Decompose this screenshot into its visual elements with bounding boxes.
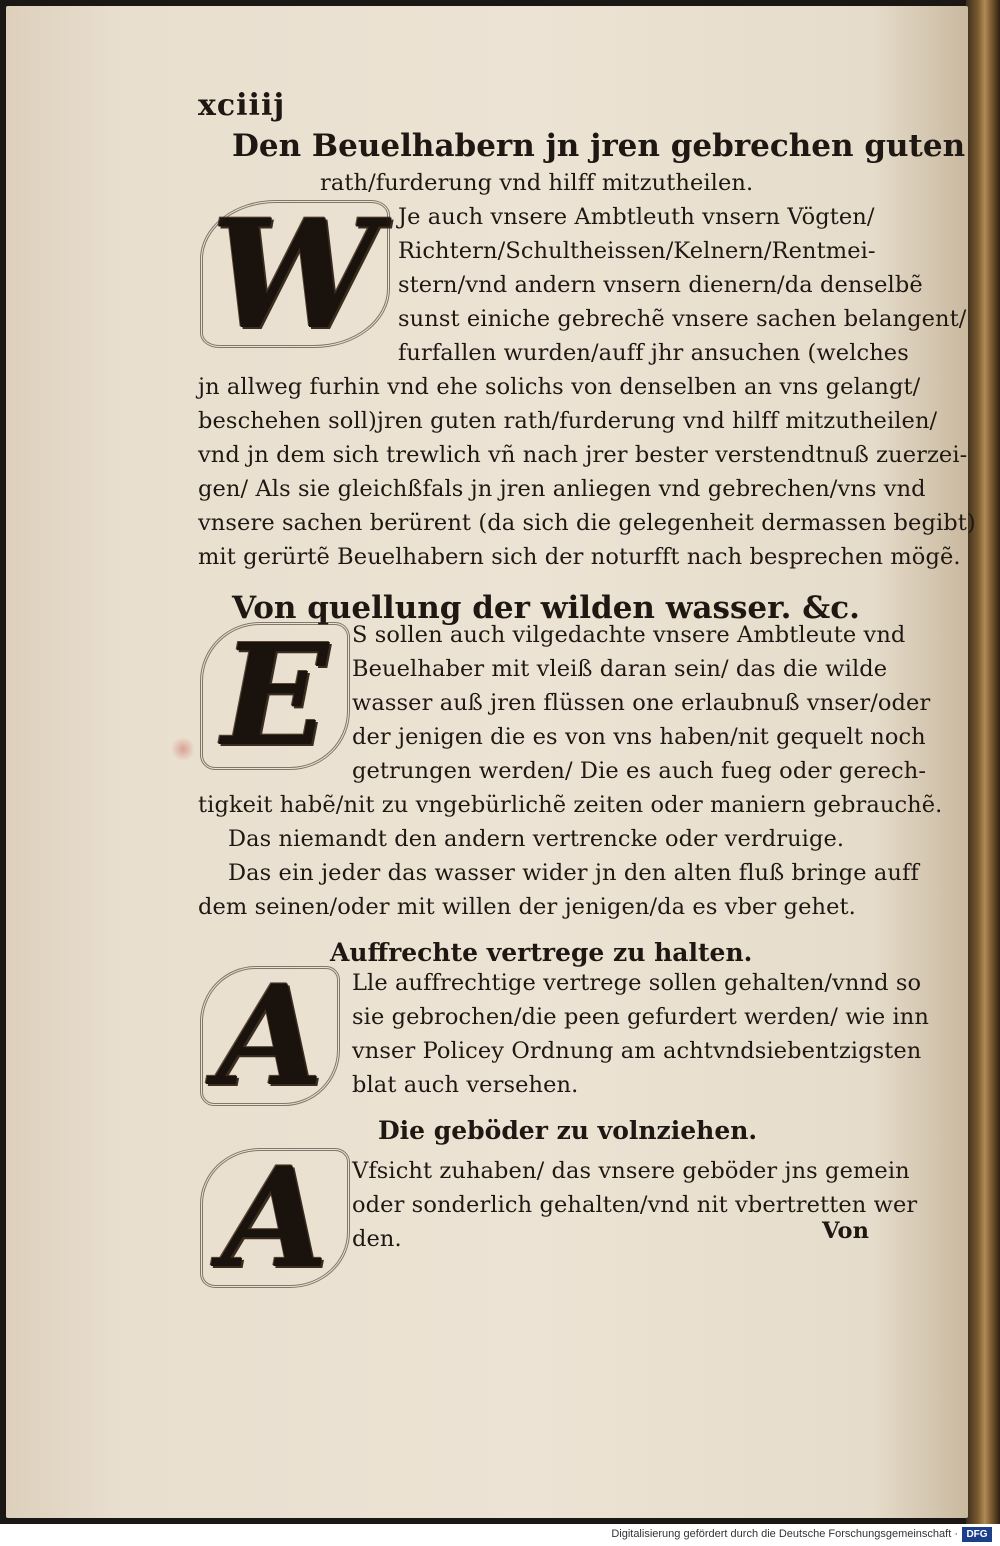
text-line: jn allweg furhin vnd ehe solichs von denselben an vns gelangt/ bbox=[198, 374, 921, 400]
text-line: tigkeit habẽ/nit zu vngebürlichẽ zeiten oder maniern gebrauchẽ. bbox=[198, 792, 943, 818]
text-line: Vfsicht zuhaben/ das vnsere geböder jns gemein bbox=[352, 1158, 910, 1184]
decorated-initial bbox=[200, 1136, 350, 1299]
text-line: Richtern/Schultheissen/Kelnern/Rentmei- bbox=[398, 238, 876, 264]
text-line: der jenigen die es von vns haben/nit gequelt noch bbox=[352, 724, 926, 750]
initial-letter: W bbox=[210, 187, 380, 363]
decorated-initial bbox=[200, 614, 350, 778]
dfg-logo: DFG bbox=[962, 1527, 992, 1542]
section-heading: Auffrechte vertrege zu halten. bbox=[330, 938, 753, 967]
initial-letter: A bbox=[221, 1136, 329, 1299]
text-line: Das ein jeder das wasser wider jn den alten fluß bringe auff bbox=[228, 860, 919, 886]
text-line: Je auch vnsere Ambtleuth vnsern Vögten/ bbox=[398, 204, 875, 230]
text-line: vnd jn dem sich trewlich vñ nach jrer bester verstendtnuß zuerzei- bbox=[198, 442, 968, 468]
initial-letter: E bbox=[221, 614, 329, 778]
initial-flourish bbox=[200, 200, 390, 348]
section-heading: Die geböder zu volnziehen. bbox=[378, 1116, 758, 1145]
text-line: wasser auß jren flüssen one erlaubnuß vnser/oder bbox=[352, 690, 931, 716]
text-line: Lle auffrechtige vertrege sollen gehalten/vnnd so bbox=[352, 970, 922, 996]
text-line: sie gebrochen/die peen gefurdert werden/ wie inn bbox=[352, 1004, 929, 1030]
text-line: S sollen auch vilgedachte vnsere Ambtleute vnd bbox=[352, 622, 906, 648]
footer-credit: Digitalisierung gefördert durch die Deutsche Forschungsgemeinschaft · bbox=[611, 1528, 958, 1540]
text-line: furfallen wurden/auff jhr ansuchen (welches bbox=[398, 340, 909, 366]
text-line: gen/ Als sie gleichßfals jn jren anliegen vnd gebrechen/vns vnd bbox=[198, 476, 926, 502]
text-line: getrungen werden/ Die es auch fueg oder gerech- bbox=[352, 758, 927, 784]
text-line: oder sonderlich gehalten/vnd nit vbertretten wer bbox=[352, 1192, 918, 1218]
text-line: beschehen soll)jren guten rath/furderung vnd hilff mitzutheilen/ bbox=[198, 408, 938, 434]
initial-flourish bbox=[200, 966, 340, 1106]
initial-flourish bbox=[200, 1148, 350, 1288]
text-line: Beuelhaber mit vleiß daran sein/ das die wilde bbox=[352, 656, 888, 682]
text-line: den. bbox=[352, 1226, 402, 1252]
book-edge bbox=[966, 0, 1000, 1524]
text-line: sunst einiche gebrechẽ vnsere sachen belangent/ bbox=[398, 306, 967, 332]
initial-letter: A bbox=[216, 954, 324, 1117]
text-line: stern/vnd andern vnsern dienern/da denselbẽ bbox=[398, 272, 923, 298]
folio-number: xciiij bbox=[198, 88, 286, 123]
section-heading: Den Beuelhabern jn jren gebrechen guten bbox=[232, 128, 966, 164]
text-line: blat auch versehen. bbox=[352, 1072, 579, 1098]
initial-flourish bbox=[200, 622, 350, 770]
text-line: mit gerürtẽ Beuelhabern sich der noturfft nach besprechen mögẽ. bbox=[198, 544, 961, 570]
stain bbox=[172, 736, 194, 762]
text-line: vnser Policey Ordnung am achtvndsiebentzigsten bbox=[352, 1038, 922, 1064]
text-line: vnsere sachen berürent (da sich die gelegenheit dermassen begibt) bbox=[198, 510, 976, 536]
text-line: dem seinen/oder mit willen der jenigen/da es vber gehet. bbox=[198, 894, 856, 920]
section-subheading: rath/furderung vnd hilff mitzutheilen. bbox=[320, 170, 754, 196]
catchword: Von bbox=[822, 1218, 870, 1244]
decorated-initial bbox=[200, 187, 390, 363]
text-line: Das niemandt den andern vertrencke oder verdruige. bbox=[228, 826, 845, 852]
section-heading: Von quellung der wilden wasser. &c. bbox=[232, 590, 860, 626]
decorated-initial bbox=[200, 954, 340, 1117]
footer-bar bbox=[0, 1524, 1000, 1546]
